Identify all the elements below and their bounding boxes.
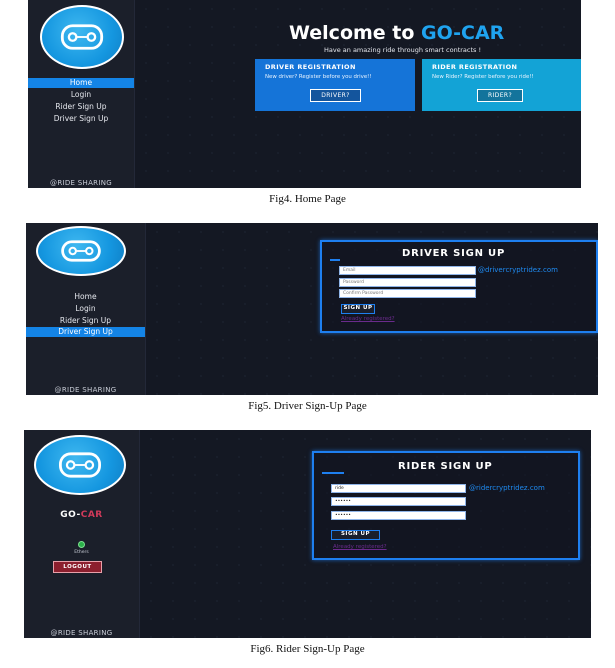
fig4-caption: Fig4. Home Page <box>269 193 346 205</box>
page-subtitle: Have an amazing ride through smart contracts ! <box>324 46 482 54</box>
driver-signup-form <box>320 240 598 333</box>
nav-driver-sign-up[interactable]: Driver Sign Up <box>26 327 145 337</box>
password-field[interactable]: Password <box>339 278 476 287</box>
driver-registration-card <box>255 59 415 111</box>
driver-signup-screenshot <box>26 223 598 395</box>
signup-button[interactable]: SIGN UP <box>341 304 375 314</box>
rider-signup-form <box>312 451 580 560</box>
rider-button[interactable]: RIDER? <box>477 89 523 102</box>
main-content <box>140 430 591 638</box>
form-title: RIDER SIGN UP <box>398 461 493 472</box>
logout-button[interactable]: LOGOUT <box>53 561 102 573</box>
brand-car: CAR <box>80 510 103 520</box>
nav-login[interactable]: Login <box>70 90 92 99</box>
form-title: DRIVER SIGN UP <box>402 248 506 259</box>
sidebar <box>26 223 146 395</box>
brand-name: GO-CAR <box>421 22 505 44</box>
fig6-caption: Fig6. Rider Sign-Up Page <box>250 643 365 655</box>
already-registered-link[interactable]: Already registered? <box>333 544 387 550</box>
sidebar <box>28 0 135 188</box>
main-content <box>146 223 598 395</box>
car-logo-icon <box>40 5 124 69</box>
rider-registration-card <box>422 59 581 111</box>
ethers-status-icon <box>78 541 85 548</box>
nav-login[interactable]: Login <box>75 304 96 313</box>
email-domain: @drivercryptridez.com <box>478 266 558 274</box>
signup-button[interactable]: SIGN UP <box>331 530 380 540</box>
driver-card-title: DRIVER REGISTRATION <box>265 63 356 71</box>
car-logo-icon <box>34 435 126 495</box>
footer: @RIDE SHARING <box>50 179 112 187</box>
nav-rider-sign-up[interactable]: Rider Sign Up <box>55 102 107 111</box>
email-field[interactable]: ride <box>331 484 466 493</box>
nav-rider-sign-up[interactable]: Rider Sign Up <box>59 316 112 325</box>
rider-card-text: New Rider? Register before you ride!! <box>432 74 534 80</box>
tab-indicator <box>322 472 344 474</box>
confirm-password-field[interactable]: •••••• <box>331 511 466 520</box>
nav-driver-sign-up[interactable]: Driver Sign Up <box>53 114 109 123</box>
sidebar <box>24 430 140 638</box>
rider-card-title: RIDER REGISTRATION <box>432 63 518 71</box>
already-registered-link[interactable]: Already registered? <box>341 316 395 322</box>
nav-home[interactable]: Home <box>74 292 97 301</box>
rider-signup-screenshot <box>24 430 591 638</box>
password-field[interactable]: •••••• <box>331 497 466 506</box>
main-content <box>135 0 581 188</box>
home-page-screenshot <box>28 0 581 188</box>
welcome-text: Welcome to <box>289 22 422 44</box>
email-field[interactable]: Email <box>339 266 476 275</box>
email-domain: @ridercryptridez.com <box>469 484 545 492</box>
car-logo-icon <box>36 226 126 276</box>
ethers-label: Ethers <box>74 550 89 555</box>
driver-button[interactable]: DRIVER? <box>310 89 361 102</box>
footer: @RIDE SHARING <box>54 386 117 394</box>
confirm-password-field[interactable]: Confirm Password <box>339 289 476 298</box>
driver-card-text: New driver? Register before you drive!! <box>265 74 372 80</box>
footer: @RIDE SHARING <box>50 629 113 637</box>
nav-home[interactable]: Home <box>28 78 134 88</box>
tab-indicator <box>330 259 340 261</box>
brand-label <box>24 510 139 520</box>
brand-go: GO- <box>60 510 81 520</box>
fig5-caption: Fig5. Driver Sign-Up Page <box>248 400 367 412</box>
page-title <box>289 22 504 44</box>
